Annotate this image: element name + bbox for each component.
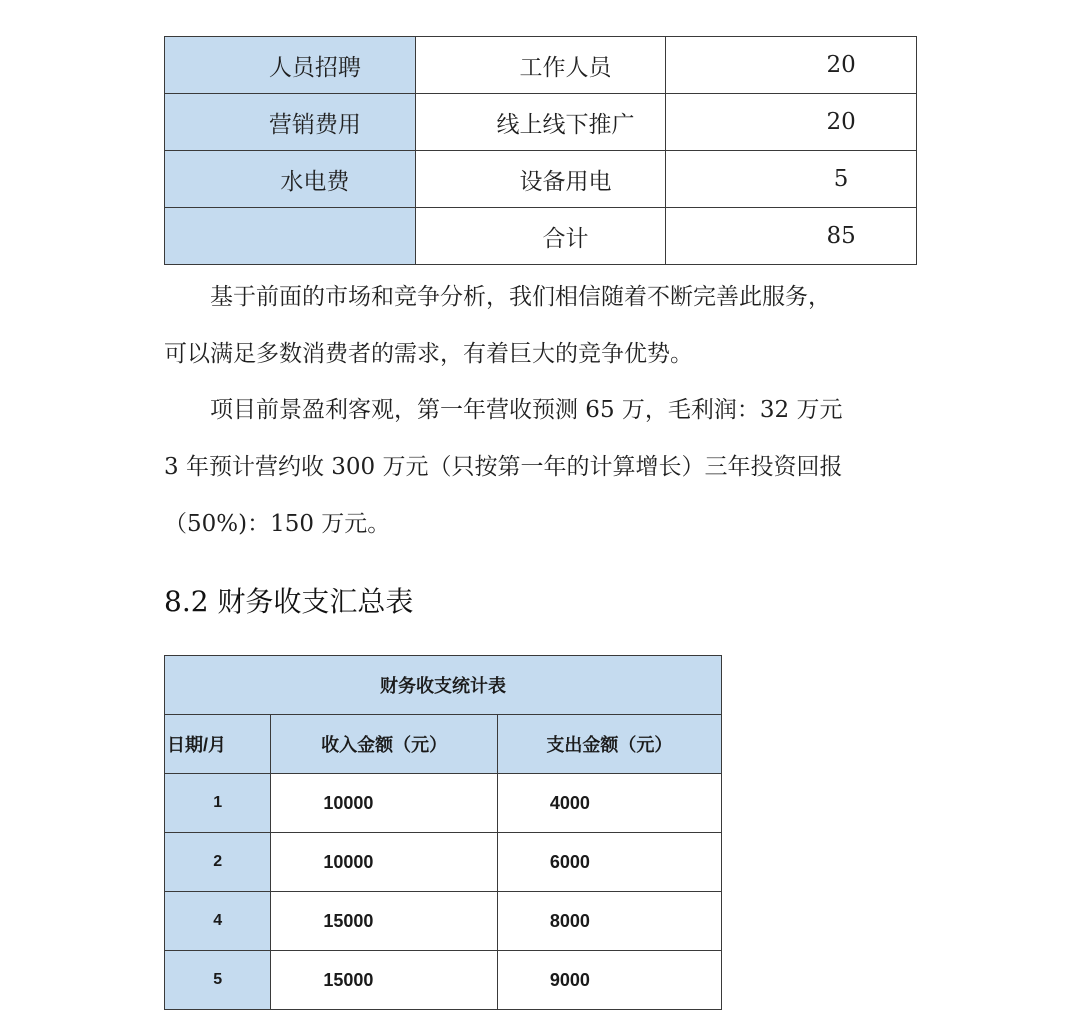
cost-amount: 20 — [666, 94, 917, 151]
cost-category: 营销费用 — [165, 94, 416, 151]
paragraph-line: （50%)：150 万元。 — [164, 511, 391, 537]
paragraph-line: 可以满足多数消费者的需求，有着巨大的竞争优势。 — [164, 341, 693, 367]
table-row — [165, 208, 917, 265]
paragraph-line: 基于前面的市场和竞争分析，我们相信随着不断完善此服务， — [164, 284, 831, 310]
income-cell: 15000 — [271, 951, 498, 1010]
table-row — [165, 833, 722, 892]
month-cell: 4 — [165, 892, 271, 951]
cost-category: 水电费 — [165, 151, 416, 208]
paragraph-line: 项目前景盈利客观，第一年营收预测 65 万，毛利润：32 万元 — [164, 397, 843, 423]
table-header-row — [165, 715, 722, 774]
income-cell: 15000 — [271, 892, 498, 951]
expense-cell: 6000 — [497, 833, 721, 892]
cost-category — [165, 208, 416, 265]
month-cell: 2 — [165, 833, 271, 892]
expense-cell: 9000 — [497, 951, 721, 1010]
section-heading: 8.2 财务收支汇总表 — [164, 585, 414, 618]
table-title-row — [165, 656, 722, 715]
month-cell: 5 — [165, 951, 271, 1010]
cost-total-label: 合计 — [415, 208, 666, 265]
paragraph-line: 3 年预计营约收 300 万元（只按第一年的计算增长）三年投资回报 — [164, 454, 843, 480]
finance-table-title: 财务收支统计表 — [165, 656, 722, 715]
table-row — [165, 151, 917, 208]
table-row — [165, 892, 722, 951]
table-row — [165, 37, 917, 94]
expense-cell: 4000 — [497, 774, 721, 833]
cost-total-amount: 85 — [666, 208, 917, 265]
cost-item: 设备用电 — [415, 151, 666, 208]
income-cell: 10000 — [271, 833, 498, 892]
table-row — [165, 94, 917, 151]
cost-item: 工作人员 — [415, 37, 666, 94]
cost-amount: 20 — [666, 37, 917, 94]
table-row — [165, 951, 722, 1010]
header-date: 日期/月 — [165, 715, 271, 774]
cost-item: 线上线下推广 — [415, 94, 666, 151]
cost-amount: 5 — [666, 151, 917, 208]
header-income: 收入金额（元） — [271, 715, 498, 774]
cost-category: 人员招聘 — [165, 37, 416, 94]
finance-table — [164, 655, 722, 1010]
header-expense: 支出金额（元） — [497, 715, 721, 774]
month-cell: 1 — [165, 774, 271, 833]
income-cell: 10000 — [271, 774, 498, 833]
cost-table — [164, 36, 917, 265]
table-row — [165, 774, 722, 833]
expense-cell: 8000 — [497, 892, 721, 951]
